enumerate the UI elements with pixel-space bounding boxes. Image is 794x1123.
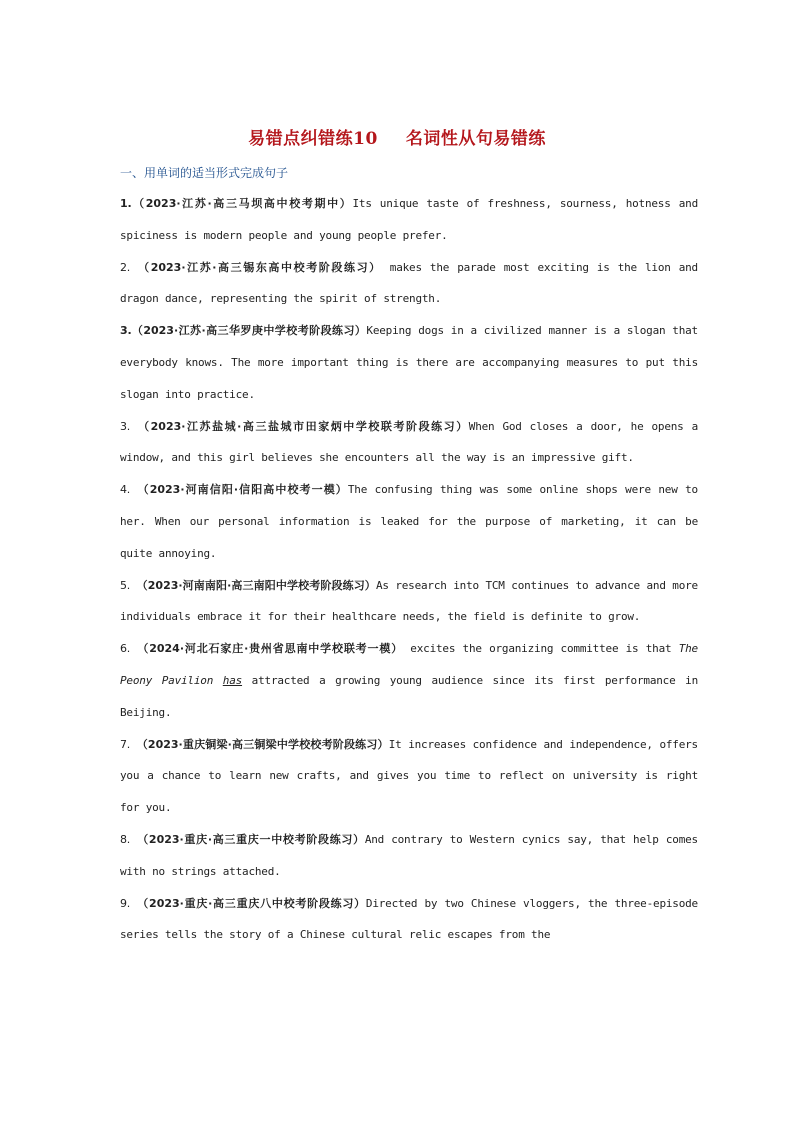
question-number: 3. bbox=[120, 324, 132, 338]
question-source: （2024·河北石家庄·贵州省思南中学校联考一模） bbox=[137, 642, 404, 656]
question-number: 4. bbox=[120, 483, 131, 497]
page-title bbox=[0, 124, 794, 149]
underlined-word: has bbox=[222, 673, 243, 687]
question-source: （2023·河南南阳·高三南阳中学校考阶段练习） bbox=[136, 578, 376, 592]
question-item bbox=[120, 315, 698, 410]
question-text: makes the parade most exciting is the lion and dragon dance, representing the spirit of strength. bbox=[120, 260, 698, 306]
work-title: The Peony Pavilion bbox=[120, 642, 698, 687]
question-item bbox=[120, 570, 698, 634]
question-text-part-a: excites the organizing committee is that bbox=[403, 642, 679, 656]
question-text: As research into TCM continues to advance and more individuals embrace it for their healthcare needs, the field is definite to grow. bbox=[120, 578, 698, 624]
question-number: 8. bbox=[120, 832, 131, 846]
question-number: 1. bbox=[120, 197, 132, 210]
question-text: Its unique taste of freshness, sourness, hotness and spiciness is modern people and young people prefer. bbox=[120, 197, 698, 242]
title-right: 名词性从句易错练 bbox=[405, 129, 546, 149]
question-item bbox=[120, 188, 698, 252]
question-text: And contrary to Western cynics say, that help comes with no strings attached. bbox=[120, 832, 698, 878]
question-item bbox=[120, 252, 698, 316]
question-text: It increases confidence and independence, offers you a chance to learn new crafts, and gives you time to reflect on university is right for you. bbox=[120, 737, 698, 815]
question-item bbox=[120, 824, 698, 888]
question-number: 9. bbox=[120, 896, 131, 910]
question-text: When God closes a door, he opens a window, and this girl believes she encounters all the way is an impressive gift. bbox=[120, 419, 698, 465]
question-number: 7. bbox=[120, 737, 131, 751]
question-source: （2023·重庆铜梁·高三铜梁中学校校考阶段练习） bbox=[136, 737, 389, 751]
question-source: （2023·江苏·高三锡东高中校考阶段练习） bbox=[138, 260, 382, 274]
question-number: 3. bbox=[120, 419, 131, 433]
section-heading: 一、用单词的适当形式完成句子 bbox=[120, 166, 289, 180]
question-text: Keeping dogs in a civilized manner is a slogan that everybody knows. The more important thing is there are accompanying measures to put this slogan into practice. bbox=[120, 324, 698, 401]
question-source: （2023·河南信阳·信阳高中校考一模） bbox=[137, 483, 348, 497]
title-left: 易错点纠错练10 bbox=[248, 129, 378, 149]
question-item bbox=[120, 411, 698, 475]
question-item bbox=[120, 633, 698, 728]
question-item bbox=[120, 888, 698, 952]
question-text: The confusing thing was some online shops were new to her. When our personal information is leaked for the purpose of marketing, it can be quite annoying. bbox=[120, 483, 698, 560]
question-source: （2023·重庆·高三重庆八中校考阶段练习） bbox=[137, 896, 366, 910]
question-source: （2023·江苏盐城·高三盐城市田家炳中学校联考阶段练习） bbox=[138, 419, 469, 433]
question-number: 2. bbox=[120, 260, 131, 274]
question-number: 5. bbox=[120, 578, 131, 592]
question-text: Directed by two Chinese vloggers, the three-episode series tells the story of a Chinese cultural relic escapes from the bbox=[120, 896, 698, 942]
question-number: 6. bbox=[120, 642, 131, 656]
question-list bbox=[120, 188, 698, 951]
question-source: （2023·江苏·高三华罗庚中学校考阶段练习） bbox=[131, 324, 367, 338]
question-text-part-b: attracted a growing young audience since its first performance in Beijing. bbox=[120, 673, 698, 719]
question-source: （2023·江苏·高三马坝高中校考期中） bbox=[131, 197, 353, 210]
question-source: （2023·重庆·高三重庆一中校考阶段练习） bbox=[137, 832, 365, 846]
question-item bbox=[120, 729, 698, 824]
question-item bbox=[120, 474, 698, 569]
